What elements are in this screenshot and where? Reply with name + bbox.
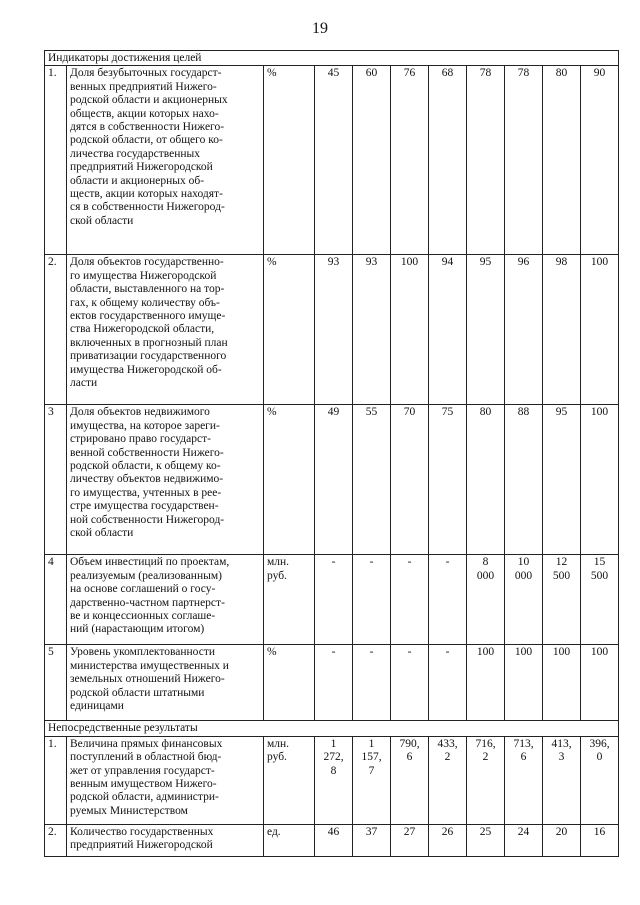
unit-cell bbox=[264, 645, 315, 721]
value-cell bbox=[467, 555, 505, 645]
value-cell bbox=[581, 255, 619, 405]
value-line: 396, bbox=[589, 737, 610, 750]
indicator-name bbox=[67, 645, 264, 721]
indicator-name-line: Величина прямых финансовых bbox=[70, 737, 223, 750]
unit-line: % bbox=[267, 67, 277, 80]
value-cell bbox=[581, 736, 619, 824]
value-line: 76 bbox=[403, 67, 416, 80]
value-line: 500 bbox=[552, 569, 571, 582]
indicator-name-line: стрировано право государст- bbox=[70, 433, 211, 446]
indicator-name bbox=[67, 736, 264, 824]
table-row bbox=[45, 645, 619, 721]
value-cell bbox=[315, 66, 353, 255]
value-cell bbox=[543, 66, 581, 255]
indicator-name-line: предприятий Нижегородской bbox=[70, 839, 213, 852]
row-number: 4 bbox=[45, 555, 67, 645]
indicator-name-line: го имущества, учтенных в рее- bbox=[70, 486, 222, 499]
value-cell bbox=[543, 824, 581, 856]
value-line: 0 bbox=[596, 751, 603, 764]
indicator-name-line: области, выставленного на тор- bbox=[70, 283, 225, 296]
section-header-row bbox=[45, 51, 619, 66]
indicator-name-line: венной собственности Нижего- bbox=[70, 446, 224, 459]
value-line: 100 bbox=[514, 646, 533, 659]
indicator-name-line: обществ, акции которых нахо- bbox=[70, 107, 219, 120]
value-cell bbox=[543, 736, 581, 824]
indicator-name-line: включенных в прогнозный план bbox=[70, 336, 228, 349]
value-cell bbox=[543, 555, 581, 645]
value-line: 95 bbox=[555, 406, 568, 419]
value-cell bbox=[581, 824, 619, 856]
table-row bbox=[45, 824, 619, 856]
indicator-name-line: ласти bbox=[70, 377, 98, 390]
value-line: - bbox=[407, 646, 412, 659]
value-cell bbox=[315, 645, 353, 721]
indicator-name-line: Количество государственных bbox=[70, 825, 214, 838]
value-line: 100 bbox=[552, 646, 571, 659]
value-line: 500 bbox=[590, 569, 609, 582]
value-cell bbox=[505, 255, 543, 405]
unit-cell bbox=[264, 824, 315, 856]
table-row bbox=[45, 405, 619, 555]
value-cell bbox=[315, 736, 353, 824]
indicator-name-line: ектов государственного имуще- bbox=[70, 310, 226, 323]
value-line: 7 bbox=[368, 764, 375, 777]
value-line: 27 bbox=[403, 825, 416, 838]
indicator-name-line: личества государственных bbox=[70, 147, 200, 160]
indicator-name-line: родской области, администри- bbox=[70, 791, 219, 804]
indicator-name-line: руемых Министерством bbox=[70, 804, 188, 817]
unit-cell bbox=[264, 736, 315, 824]
indicator-name-line: личеству объектов недвижимо- bbox=[70, 473, 224, 486]
value-cell bbox=[391, 255, 429, 405]
value-cell bbox=[505, 736, 543, 824]
value-line: 1 bbox=[330, 737, 337, 750]
indicator-name-line: Доля объектов недвижимого bbox=[70, 406, 210, 419]
value-line: 100 bbox=[590, 256, 609, 269]
unit-cell bbox=[264, 255, 315, 405]
value-line: 1 bbox=[368, 737, 375, 750]
value-line: - bbox=[331, 646, 336, 659]
unit-line: % bbox=[267, 256, 277, 269]
value-line: 8 bbox=[330, 764, 337, 777]
unit-line: млн. bbox=[267, 556, 290, 569]
section-title: Индикаторы достижения целей bbox=[45, 51, 619, 66]
value-line: 272, bbox=[323, 751, 344, 764]
value-cell bbox=[429, 824, 467, 856]
indicator-name-line: поступлений в областной бюд- bbox=[70, 751, 222, 764]
indicator-name-line: ства Нижегородской области, bbox=[70, 323, 215, 336]
value-cell bbox=[391, 66, 429, 255]
value-cell bbox=[353, 824, 391, 856]
value-line: 100 bbox=[590, 646, 609, 659]
value-cell bbox=[505, 405, 543, 555]
table-row bbox=[45, 555, 619, 645]
indicator-name-line: родской области и акционерных bbox=[70, 94, 228, 107]
value-line: 95 bbox=[479, 256, 492, 269]
value-cell bbox=[543, 645, 581, 721]
value-cell bbox=[391, 405, 429, 555]
value-line: 93 bbox=[327, 256, 340, 269]
value-cell bbox=[353, 736, 391, 824]
unit-line: % bbox=[267, 646, 277, 659]
value-line: 100 bbox=[476, 646, 495, 659]
value-line: 49 bbox=[327, 406, 340, 419]
value-cell bbox=[581, 555, 619, 645]
value-cell bbox=[315, 824, 353, 856]
value-line: 70 bbox=[403, 406, 416, 419]
indicator-name-line: министерства имущественных и bbox=[70, 659, 229, 672]
value-line: 60 bbox=[365, 67, 378, 80]
value-cell bbox=[315, 255, 353, 405]
unit-line: млн. bbox=[267, 737, 290, 750]
value-line: 413, bbox=[551, 737, 572, 750]
value-line: 2 bbox=[444, 751, 451, 764]
value-cell bbox=[505, 66, 543, 255]
value-line: 713, bbox=[513, 737, 534, 750]
value-cell bbox=[391, 645, 429, 721]
value-line: 55 bbox=[365, 406, 378, 419]
value-cell bbox=[391, 736, 429, 824]
indicator-name-line: Объем инвестиций по проектам, bbox=[70, 556, 230, 569]
value-cell bbox=[581, 645, 619, 721]
value-cell bbox=[391, 555, 429, 645]
value-line: 157, bbox=[361, 751, 382, 764]
value-line: 790, bbox=[399, 737, 420, 750]
indicator-name-line: гах, к общему количеству объ- bbox=[70, 296, 220, 309]
value-line: 46 bbox=[327, 825, 340, 838]
row-number: 1. bbox=[45, 66, 67, 255]
value-cell bbox=[353, 255, 391, 405]
indicator-name-line: ний (нарастающим итогом) bbox=[70, 623, 205, 636]
value-line: 2 bbox=[482, 751, 489, 764]
value-line: - bbox=[369, 556, 374, 569]
page-number: 19 bbox=[312, 20, 328, 37]
value-line: 24 bbox=[517, 825, 530, 838]
indicator-name-line: дарственно-частном партнерст- bbox=[70, 596, 225, 609]
indicator-name-line: жет от управления государст- bbox=[70, 764, 215, 777]
row-number: 1. bbox=[45, 736, 67, 824]
value-cell bbox=[391, 824, 429, 856]
indicator-name-line: приватизации государственного bbox=[70, 350, 227, 363]
indicator-name-line: Доля объектов государственно- bbox=[70, 256, 224, 269]
value-cell bbox=[353, 555, 391, 645]
table-row bbox=[45, 255, 619, 405]
value-cell bbox=[581, 405, 619, 555]
indicator-name-line: родской области, от общего ко- bbox=[70, 134, 223, 147]
value-line: - bbox=[331, 556, 336, 569]
section-title: Непосредственные результаты bbox=[45, 721, 619, 736]
value-line: 75 bbox=[441, 406, 454, 419]
unit-cell bbox=[264, 555, 315, 645]
value-cell bbox=[467, 405, 505, 555]
indicator-name-line: венных предприятий Нижего- bbox=[70, 80, 217, 93]
value-cell bbox=[429, 736, 467, 824]
value-line: 93 bbox=[365, 256, 378, 269]
unit-cell bbox=[264, 66, 315, 255]
value-line: - bbox=[369, 646, 374, 659]
value-line: 80 bbox=[555, 67, 568, 80]
row-number: 5 bbox=[45, 645, 67, 721]
unit-line: % bbox=[267, 406, 277, 419]
value-line: 68 bbox=[441, 67, 454, 80]
indicator-name-line: земельных отношений Нижего- bbox=[70, 673, 225, 686]
value-line: 000 bbox=[514, 569, 533, 582]
value-line: 78 bbox=[479, 67, 492, 80]
unit-cell bbox=[264, 405, 315, 555]
indicator-name bbox=[67, 555, 264, 645]
value-line: - bbox=[407, 556, 412, 569]
indicator-name-line: родской области штатными bbox=[70, 686, 205, 699]
indicator-name-line: Уровень укомплектованности bbox=[70, 646, 216, 659]
value-cell bbox=[353, 405, 391, 555]
indicator-name-line: родской области, к общему ко- bbox=[70, 460, 221, 473]
value-line: 37 bbox=[365, 825, 378, 838]
value-line: 100 bbox=[590, 406, 609, 419]
value-cell bbox=[467, 66, 505, 255]
indicator-name-line: имущества, на которое зареги- bbox=[70, 419, 220, 432]
value-cell bbox=[429, 66, 467, 255]
unit-line: ед. bbox=[267, 825, 281, 838]
indicator-name bbox=[67, 66, 264, 255]
indicator-name bbox=[67, 405, 264, 555]
indicator-name-line: ной собственности Нижегород- bbox=[70, 513, 225, 526]
value-cell bbox=[315, 555, 353, 645]
value-cell bbox=[467, 824, 505, 856]
indicator-name-line: предприятий Нижегородской bbox=[70, 161, 213, 174]
value-line: 100 bbox=[400, 256, 419, 269]
value-line: 26 bbox=[441, 825, 454, 838]
value-line: 12 bbox=[555, 556, 568, 569]
value-cell bbox=[581, 66, 619, 255]
value-line: 94 bbox=[441, 256, 454, 269]
value-line: 10 bbox=[517, 556, 530, 569]
value-cell bbox=[429, 405, 467, 555]
value-cell bbox=[467, 645, 505, 721]
value-line: 20 bbox=[555, 825, 568, 838]
value-line: 433, bbox=[437, 737, 458, 750]
value-line: 15 bbox=[593, 556, 606, 569]
indicator-name-line: области и акционерных об- bbox=[70, 174, 205, 187]
value-cell bbox=[353, 645, 391, 721]
indicator-name-line: ществ, акции которых находят- bbox=[70, 188, 223, 201]
value-cell bbox=[315, 405, 353, 555]
value-line: - bbox=[445, 556, 450, 569]
value-line: 6 bbox=[520, 751, 527, 764]
value-cell bbox=[467, 736, 505, 824]
indicator-name-line: дятся в собственности Нижего- bbox=[70, 121, 225, 134]
value-line: 25 bbox=[479, 825, 492, 838]
indicator-name-line: стре имущества государствен- bbox=[70, 500, 219, 513]
value-line: 98 bbox=[555, 256, 568, 269]
value-line: 000 bbox=[476, 569, 495, 582]
indicator-name-line: го имущества Нижегородской bbox=[70, 269, 217, 282]
value-cell bbox=[505, 555, 543, 645]
value-line: 80 bbox=[479, 406, 492, 419]
value-cell bbox=[505, 645, 543, 721]
value-cell bbox=[543, 255, 581, 405]
value-line: 78 bbox=[517, 67, 530, 80]
value-cell bbox=[543, 405, 581, 555]
indicator-name-line: ской области bbox=[70, 214, 134, 227]
indicator-name-line: ской области bbox=[70, 527, 134, 540]
value-line: 90 bbox=[593, 67, 606, 80]
value-cell bbox=[505, 824, 543, 856]
indicator-name-line: реализуемым (реализованным) bbox=[70, 569, 222, 582]
indicator-name-line: имущества Нижегородской об- bbox=[70, 363, 222, 376]
value-line: - bbox=[445, 646, 450, 659]
value-line: 88 bbox=[517, 406, 530, 419]
indicator-name bbox=[67, 824, 264, 856]
unit-line: руб. bbox=[267, 751, 287, 764]
value-cell bbox=[429, 645, 467, 721]
indicator-name-line: единицами bbox=[70, 700, 124, 713]
table-row bbox=[45, 736, 619, 824]
indicator-name-line: ве и концессионных соглаше- bbox=[70, 610, 216, 623]
indicator-name-line: венным имуществом Нижего- bbox=[70, 778, 217, 791]
value-line: 45 bbox=[327, 67, 340, 80]
value-line: 716, bbox=[475, 737, 496, 750]
value-line: 3 bbox=[558, 751, 565, 764]
value-cell bbox=[429, 255, 467, 405]
unit-line: руб. bbox=[267, 569, 287, 582]
row-number: 3 bbox=[45, 405, 67, 555]
table-row bbox=[45, 66, 619, 255]
indicator-name bbox=[67, 255, 264, 405]
value-cell bbox=[467, 255, 505, 405]
row-number: 2. bbox=[45, 255, 67, 405]
value-line: 16 bbox=[593, 825, 606, 838]
indicator-name-line: ся в собственности Нижегород- bbox=[70, 201, 225, 214]
indicator-name-line: Доля безубыточных государст- bbox=[70, 67, 222, 80]
value-line: 96 bbox=[517, 256, 530, 269]
indicator-name-line: на основе соглашений о госу- bbox=[70, 583, 216, 596]
indicators-table bbox=[44, 50, 619, 857]
value-cell bbox=[353, 66, 391, 255]
row-number: 2. bbox=[45, 824, 67, 856]
value-line: 6 bbox=[406, 751, 413, 764]
section-header-row bbox=[45, 721, 619, 736]
value-line: 8 bbox=[482, 556, 489, 569]
value-cell bbox=[429, 555, 467, 645]
